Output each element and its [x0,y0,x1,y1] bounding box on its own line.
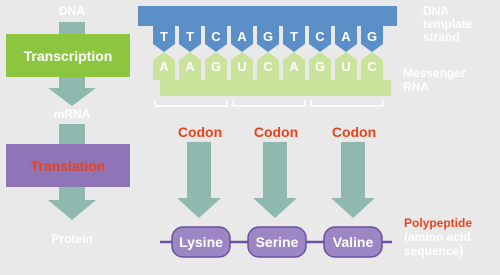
dna-base-letter: A [237,29,247,44]
codon-label-1: Codon [177,124,223,140]
codon-arrows [177,142,375,218]
codon-bracket [155,100,227,106]
mrna-stage-label: mRNA [53,107,91,121]
polypeptide-subtitle-line-1: (amino acid [404,230,471,244]
dna-stage-label: DNA [59,4,85,18]
messenger-rna-label-line-2: RNA [403,80,429,94]
flow-arrow-mrna-to-translation [59,124,85,144]
dna-base-letter: T [186,29,194,44]
mrna-base-letter: U [237,59,247,74]
dna-base-letter: T [160,29,168,44]
codon-label-2: Codon [253,124,299,140]
polypeptide-title: Polypeptide [404,216,473,230]
dna-base-letter: C [211,29,221,44]
mrna-base-letter: G [210,59,222,74]
amino-acid-lysine: Lysine [179,234,223,250]
dna-template-label-line-2: template [423,17,473,31]
codon-to-amino-acid-arrow [331,142,375,218]
flow-arrow-dna-to-transcription [59,22,85,34]
dna-base-letter: G [366,29,378,44]
translation-label: Translation [30,157,106,174]
amino-acid-valine: Valine [332,234,374,250]
flow-arrow-transcription-to-mrna [48,76,96,106]
polypeptide-subtitle-line-2: sequence) [404,244,464,258]
dna-base-letter: G [262,29,274,44]
mrna-base-letter: A [159,59,169,74]
dna-template-label-line-1: DNA [423,4,449,18]
mrna-base-letter: C [263,59,273,74]
codon-bracket [311,100,383,106]
messenger-rna-label-line-1: Messenger [403,66,466,80]
codon-label-3: Codon [331,124,377,140]
amino-acid-serine: Serine [255,234,299,250]
codon-brackets [155,100,383,106]
messenger-rna-label [403,66,466,94]
codon-to-amino-acid-arrow [253,142,297,218]
flow-arrow-translation-to-protein [48,186,96,220]
mrna-base-letter: A [289,59,299,74]
transcription-label: Transcription [23,47,113,64]
transcription-box [6,34,130,77]
protein-stage-label: Protein [51,232,93,246]
dna-template-strand-label [423,5,472,44]
dna-base-letter: A [341,29,351,44]
translation-box [6,144,130,187]
mrna-base-letter: A [185,59,195,74]
mrna-base-letter: C [367,59,377,74]
polypeptide-label [404,216,472,258]
mrna-base-letter: U [341,59,351,74]
dna-base-letter: T [290,29,298,44]
mrna-base-letter: G [314,59,326,74]
dna-base-letter: C [315,29,325,44]
codon-bracket [233,100,305,106]
dna-template-label-line-3: strand [423,30,460,44]
codon-to-amino-acid-arrow [177,142,221,218]
